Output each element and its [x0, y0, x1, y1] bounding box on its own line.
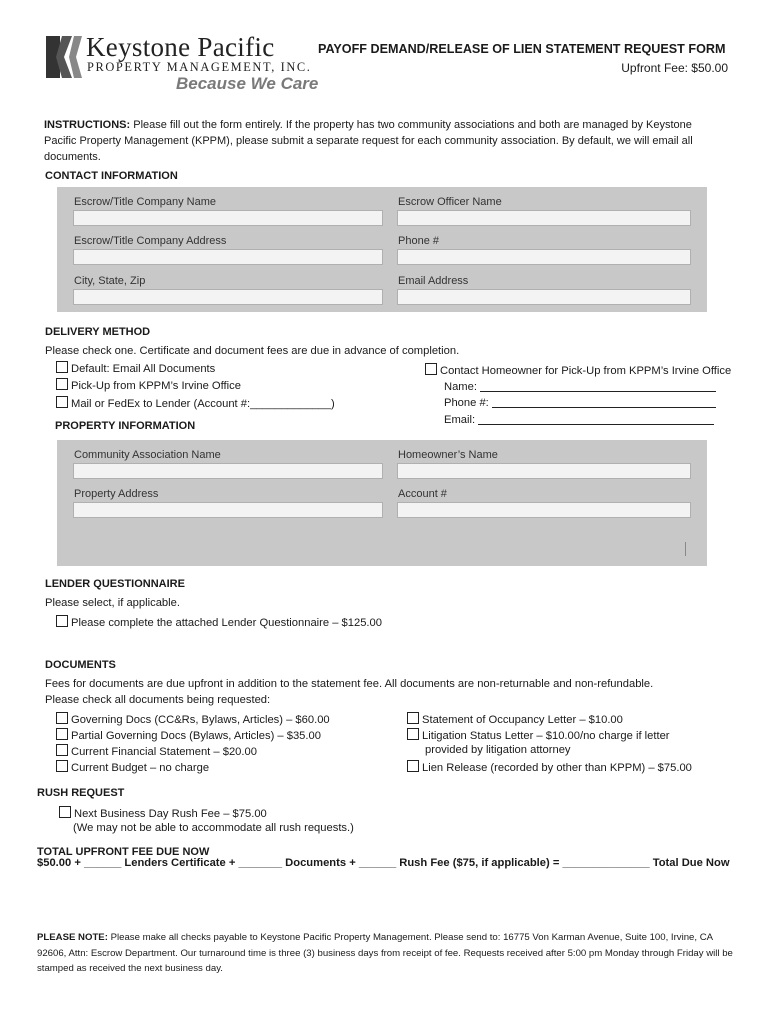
instructions-text: Please fill out the form entirely. If the property has two community associations and both are managed by Keystone Pacific Property Management (KPPM), please submit a separate request for each community association. By default, we will email all documents. — [44, 119, 693, 163]
upfront-fee: Upfront Fee: $50.00 — [621, 61, 728, 75]
doc-option-occupancy[interactable] — [407, 712, 623, 726]
divider — [685, 542, 686, 556]
lender-option-label: Please complete the attached Lender Questionnaire – $125.00 — [71, 617, 382, 629]
escrow-officer-field[interactable] — [397, 210, 691, 226]
account-number-label: Account # — [398, 488, 447, 500]
doc-option-budget[interactable] — [56, 760, 209, 774]
doc-option-litigation[interactable] — [407, 728, 670, 742]
lender-intro: Please select, if applicable. — [45, 597, 180, 609]
doc-option-partial-label: Partial Governing Docs (Bylaws, Articles) – $35.00 — [71, 730, 321, 742]
homeowner-name-field[interactable] — [397, 463, 691, 479]
checkbox[interactable] — [59, 806, 71, 818]
total-heading: TOTAL UPFRONT FEE DUE NOW — [37, 846, 210, 858]
rush-option-label: Next Business Day Rush Fee – $75.00 — [74, 808, 267, 820]
contact-heading: CONTACT INFORMATION — [45, 170, 178, 182]
checkbox[interactable] — [56, 361, 68, 373]
delivery-intro: Please check one. Certificate and document fees are due in advance of completion. — [45, 345, 460, 357]
doc-option-governing[interactable] — [56, 712, 330, 726]
city-state-zip-field[interactable] — [73, 289, 383, 305]
homeowner-name-label-2: Homeowner’s Name — [398, 449, 498, 461]
checkbox[interactable] — [56, 760, 68, 772]
doc-option-litigation-cont: provided by litigation attorney — [425, 744, 571, 756]
homeowner-name-label: Name: — [444, 381, 477, 393]
form-title: PAYOFF DEMAND/RELEASE OF LIEN STATEMENT REQUEST FORM — [318, 42, 726, 56]
homeowner-name-line[interactable] — [480, 380, 716, 392]
company-logo-icon — [44, 34, 84, 80]
delivery-heading: DELIVERY METHOD — [45, 326, 151, 338]
checkbox[interactable] — [56, 378, 68, 390]
company-name: Keystone Pacific — [86, 32, 275, 62]
doc-option-lien-release[interactable] — [407, 760, 692, 774]
community-association-field[interactable] — [73, 463, 383, 479]
doc-option-governing-label: Governing Docs (CC&Rs, Bylaws, Articles) – $60.00 — [71, 714, 330, 726]
rush-option[interactable] — [59, 806, 267, 820]
email-field[interactable] — [397, 289, 691, 305]
lender-heading: LENDER QUESTIONNAIRE — [45, 578, 185, 590]
delivery-option-mail[interactable] — [56, 396, 335, 410]
community-association-label: Community Association Name — [74, 449, 221, 461]
contact-panel — [57, 187, 707, 312]
account-number-field[interactable] — [397, 502, 691, 518]
delivery-option-homeowner[interactable] — [425, 363, 731, 377]
checkbox[interactable] — [407, 760, 419, 772]
delivery-option-homeowner-label: Contact Homeowner for Pick-Up from KPPM’s Irvine Office — [440, 365, 732, 377]
doc-option-budget-label: Current Budget – no charge — [71, 762, 210, 774]
doc-option-partial[interactable] — [56, 728, 321, 742]
property-address-field[interactable] — [73, 502, 383, 518]
company-subtitle: PROPERTY MANAGEMENT, INC. — [87, 60, 312, 74]
property-address-label: Property Address — [74, 488, 159, 500]
doc-option-litigation-label: Litigation Status Letter – $10.00/no charge if letter — [422, 730, 670, 742]
doc-option-financial-label: Current Financial Statement – $20.00 — [71, 746, 257, 758]
homeowner-phone-row — [444, 396, 716, 409]
please-note-label: PLEASE NOTE: — [37, 932, 108, 943]
company-tagline: Because We Care — [176, 74, 319, 93]
checkbox[interactable] — [407, 728, 419, 740]
property-panel — [57, 440, 707, 566]
please-note-text: Please make all checks payable to Keystone Pacific Property Management. Please send to: 16775 Von Karman Avenue, Suite 100, Irvine, CA 92606, Attn: Escrow Department. Our turnaround time is three (3) business days from receipt of fee. Requests received after 5:00 pm Monday through Friday will be stamped as received the next business day. — [37, 932, 733, 974]
property-heading: PROPERTY INFORMATION — [55, 420, 196, 432]
checkbox[interactable] — [56, 744, 68, 756]
homeowner-email-line[interactable] — [478, 413, 714, 425]
rush-note: (We may not be able to accommodate all rush requests.) — [73, 822, 354, 834]
checkbox[interactable] — [56, 712, 68, 724]
checkbox[interactable] — [56, 728, 68, 740]
delivery-option-email[interactable] — [56, 361, 215, 375]
escrow-address-label: Escrow/Title Company Address — [74, 235, 227, 247]
escrow-officer-label: Escrow Officer Name — [398, 196, 502, 208]
total-formula: $50.00 + ______ Lenders Certificate + _______ Documents + ______ Rush Fee ($75, if applicable) = ______________ Total Due Now — [37, 857, 730, 869]
escrow-company-label: Escrow/Title Company Name — [74, 196, 217, 208]
rush-heading: RUSH REQUEST — [37, 787, 125, 799]
please-note — [37, 930, 737, 977]
documents-intro-1: Fees for documents are due upfront in addition to the statement fee. All documents are non-returnable and non-refundable. — [45, 678, 654, 690]
instructions-label: INSTRUCTIONS: — [44, 119, 131, 131]
homeowner-phone-label: Phone #: — [444, 397, 489, 409]
homeowner-phone-line[interactable] — [492, 396, 716, 408]
doc-option-financial[interactable] — [56, 744, 257, 758]
doc-option-lien-release-label: Lien Release (recorded by other than KPPM) – $75.00 — [422, 762, 692, 774]
delivery-option-email-label: Default: Email All Documents — [71, 363, 216, 375]
checkbox[interactable] — [407, 712, 419, 724]
checkbox[interactable] — [56, 615, 68, 627]
escrow-company-field[interactable] — [73, 210, 383, 226]
delivery-option-pickup[interactable] — [56, 378, 241, 392]
delivery-option-mail-label: Mail or FedEx to Lender (Account #:_____________) — [71, 398, 335, 410]
documents-heading: DOCUMENTS — [45, 659, 116, 671]
instructions — [44, 117, 704, 165]
homeowner-email-label: Email: — [444, 414, 476, 426]
checkbox[interactable] — [425, 363, 437, 375]
escrow-address-field[interactable] — [73, 249, 383, 265]
phone-field[interactable] — [397, 249, 691, 265]
lender-option[interactable] — [56, 615, 382, 629]
city-state-zip-label: City, State, Zip — [74, 275, 146, 287]
checkbox[interactable] — [56, 396, 68, 408]
homeowner-email-row — [444, 413, 714, 426]
homeowner-name-row — [444, 380, 716, 393]
phone-label: Phone # — [398, 235, 439, 247]
email-label: Email Address — [398, 275, 469, 287]
documents-intro-2: Please check all documents being requested: — [45, 694, 271, 706]
delivery-option-pickup-label: Pick-Up from KPPM’s Irvine Office — [71, 380, 241, 392]
doc-option-occupancy-label: Statement of Occupancy Letter – $10.00 — [422, 714, 623, 726]
